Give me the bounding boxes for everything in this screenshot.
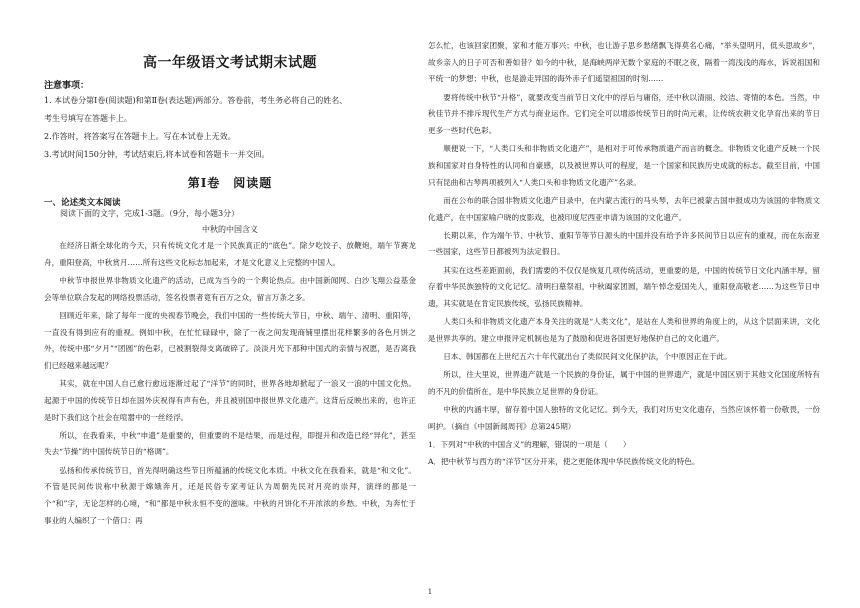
paragraph: 中秋的内涵丰厚，留存着中国人独特的文化记忆。到今天，我们对历史文化遗存，当然应该怀着一份敬畏，一份呵护。（摘自《中国新闻周刊》总第245期） <box>428 405 820 431</box>
section-heading: 一、论述类文本阅读 <box>44 198 121 208</box>
right-column-text <box>428 38 820 471</box>
paragraph: 要将传统中秋节“升格”，就要改变当前节日文化中的浮后与庸俗，还中秋以清丽、绞洁、寄情的本色。当然，中秋佳节并不排斥现代生产方式与商业运作。它们完全可以增添传统节日的时尚元素，让传统农耕文化孕育出来的节日更多一些时代色彩。 <box>428 92 820 136</box>
question-stem: 1．下列对“中秋的中国含义”的理解，错误的一项是（ ） <box>428 440 631 450</box>
paragraph: 弘扬和传承传统节日，首先得明确这些节日所蕴涵的传统文化本质。中秋文化在我看来，就是“和文化”。不管是民间传说称中秋源于嫦娥奔月，还是民俗专家考证认为周朝先民对月亮的崇拜，演绎的都是一个“和”字，无论怎样的心境，“和”都是中秋永恒不变的滋味。中秋的月饼化不开浓浓的乡愁。中秋，为奔忙于事业的人编织了一个借口：再 <box>44 465 416 525</box>
part-one-title: 第Ⅰ卷 阅读题 <box>187 176 273 190</box>
notice-list <box>44 92 416 164</box>
paragraph: 其实在这些差距面前，我们需要的不仅仅是恢复几项传统活动，更重要的是，中国的传统节日文化内涵丰厚，留存着中华民族独特的文化记忆。清明扫墓祭祖，中秋阖家团圆，端午悼念爱国先人，重阳登高敬老……为这些节日申遗，其实就是在肯定民族传统，弘扬民族精神。 <box>428 265 820 309</box>
notice-item: 1. 本试卷分第Ⅰ卷(阅读题)和第Ⅱ卷(表达题)两部分。答卷前，考生务必将自己的姓名、 <box>44 96 348 105</box>
notice-heading: 注意事项： <box>44 81 90 91</box>
question-option-a: A．把中秋节与西方的“洋节”区分开来，使之更能体现中华民族传统文化的特色。 <box>428 456 700 466</box>
paragraph: 其实，就在中国人自己愈行愈远逐渐过起了“洋节”的同时，世界各地却掀起了一浪又一浪的中国文化热。起源于中国的传统节日却在国外庆祝得有声有色，并且被别国申报世界文化遗产。这背后反映出来的，也许正是时下我们这个社会在喧嚣中的一丝经浮。 <box>44 379 416 422</box>
paragraph: 回顾近年来，除了每年一度的央视春节晚会，我们中国的一些传统大节日，中秋、端午、清明、重阳等，一直没有得到应有的重视。例如中秋，在忙忙碌碌中，除了一夜之间发现商铺里摆出花样繁多的各色月饼之外，传统中那“夕月”“团圆”的色彩，已被割裂得支离破碎了。淡淡月光下那种中国式的亲情与祝愿，是否离我们已经越来越远呢？ <box>44 310 416 370</box>
page-number: 1 <box>427 588 433 596</box>
paragraph: 所以，往大里说，世界遗产就是一个民族的身份证，属于中国的世界遗产，就是中国区别于其他文化国度所特有的不凡的价值所在，是中华民族立足世界的身份证。 <box>428 370 820 397</box>
notice-item: 考生号填写在答题卡上。 <box>44 114 132 123</box>
article-title: 中秋的中国含义 <box>202 225 258 234</box>
paragraph: 在经济日渐全球化的今天，只有传统文化才是一个民族真正的“底色”。除夕吃饺子、放鞭炮，端午节赛龙舟，重阳登高，中秋赏月……所有这些文化标志加起来，才是文化意义上完整的中国人。 <box>44 241 416 267</box>
page-title: 高一年级语文考试期末试题 <box>143 55 317 71</box>
notice-item: 2.作答时，将答案写在答题卡上。写在本试卷上无效。 <box>44 132 236 141</box>
paragraph: 日本、韩国都在上世纪五六十年代就出台了类似民间文化保护法，个中原因正在于此。 <box>443 352 732 362</box>
paragraph: 中秋节申报世界非物质文化遗产的活动，已成为当今的一个舆论热点。由中国新闻网、白沙飞翔公益基金会等单位联合发起的网络投票活动，签名投票者竟有百万之众，留言万条之多。 <box>44 275 416 302</box>
left-column-text <box>44 238 416 531</box>
paragraph: 所以，在我看来，中秋“申遗”是重要的，但重要的不是结果，而是过程，即提升和改造已经“异化”，甚至失去“节操”的中国传统节日的“格调”。 <box>44 430 416 457</box>
paragraph: 长期以来，作为端午节、中秋节、重阳节等节日源头的中国并没有给予许多民间节日以应有的重视，而在东南亚一些国家，这些节日都被列为法定假日。 <box>428 230 820 257</box>
paragraph: 怎么忙，也该回家团聚，家和才能万事兴；中秋，也让游子思乡愁绪飘飞得莫名心痛，“举头望明月，低头思故乡”，故乡亲人的日子可否和善如昔？如今的中秋，是海峡两岸无数个家庭的不眠之夜，隔着一湾浅浅的海水，诉说祖国和平统一的梦想；中秋，也是游走异国的海外赤子们遥望祖国的时刻…… <box>428 41 820 84</box>
reading-instruction: 阅读下面的文字，完成1-3题。（9分，每小题3分） <box>60 209 240 218</box>
paragraph: 顺便说一下，“人类口头和非物质文化遗产”，是相对于可传承物质遗产而言的概念。非物质文化遗产反映一个民族和国家对自身特性的认同和自豪感，以及被世界认可的程度，是一个国家和民族历史成就的标志。截至目前，中国只有昆曲和古琴两项被列入“人类口头和非物质文化遗产”名录。 <box>428 144 820 187</box>
paragraph: 人类口头和非物质文化遗产本身关注的就是“人类文化”，是站在人类和世界的角度上的，从这个层面来讲，文化是世界共享的。建立申报评定机制也是为了鼓励和促进各国更好地保护自己的文化遗产。 <box>428 317 820 343</box>
paragraph: 而在公布的联合国非物质文化遗产目录中，在内蒙古流行的马头琴，去年已被蒙古国申报成功为该国的非物质文化遗产，在中国家喻户晓的皮影戏，也被印度尼西亚申请为该国的文化遗产。 <box>428 195 820 222</box>
notice-item: 3.考试时间150分钟，考试结束后,将本试卷和答题卡一并交回。 <box>44 150 270 159</box>
